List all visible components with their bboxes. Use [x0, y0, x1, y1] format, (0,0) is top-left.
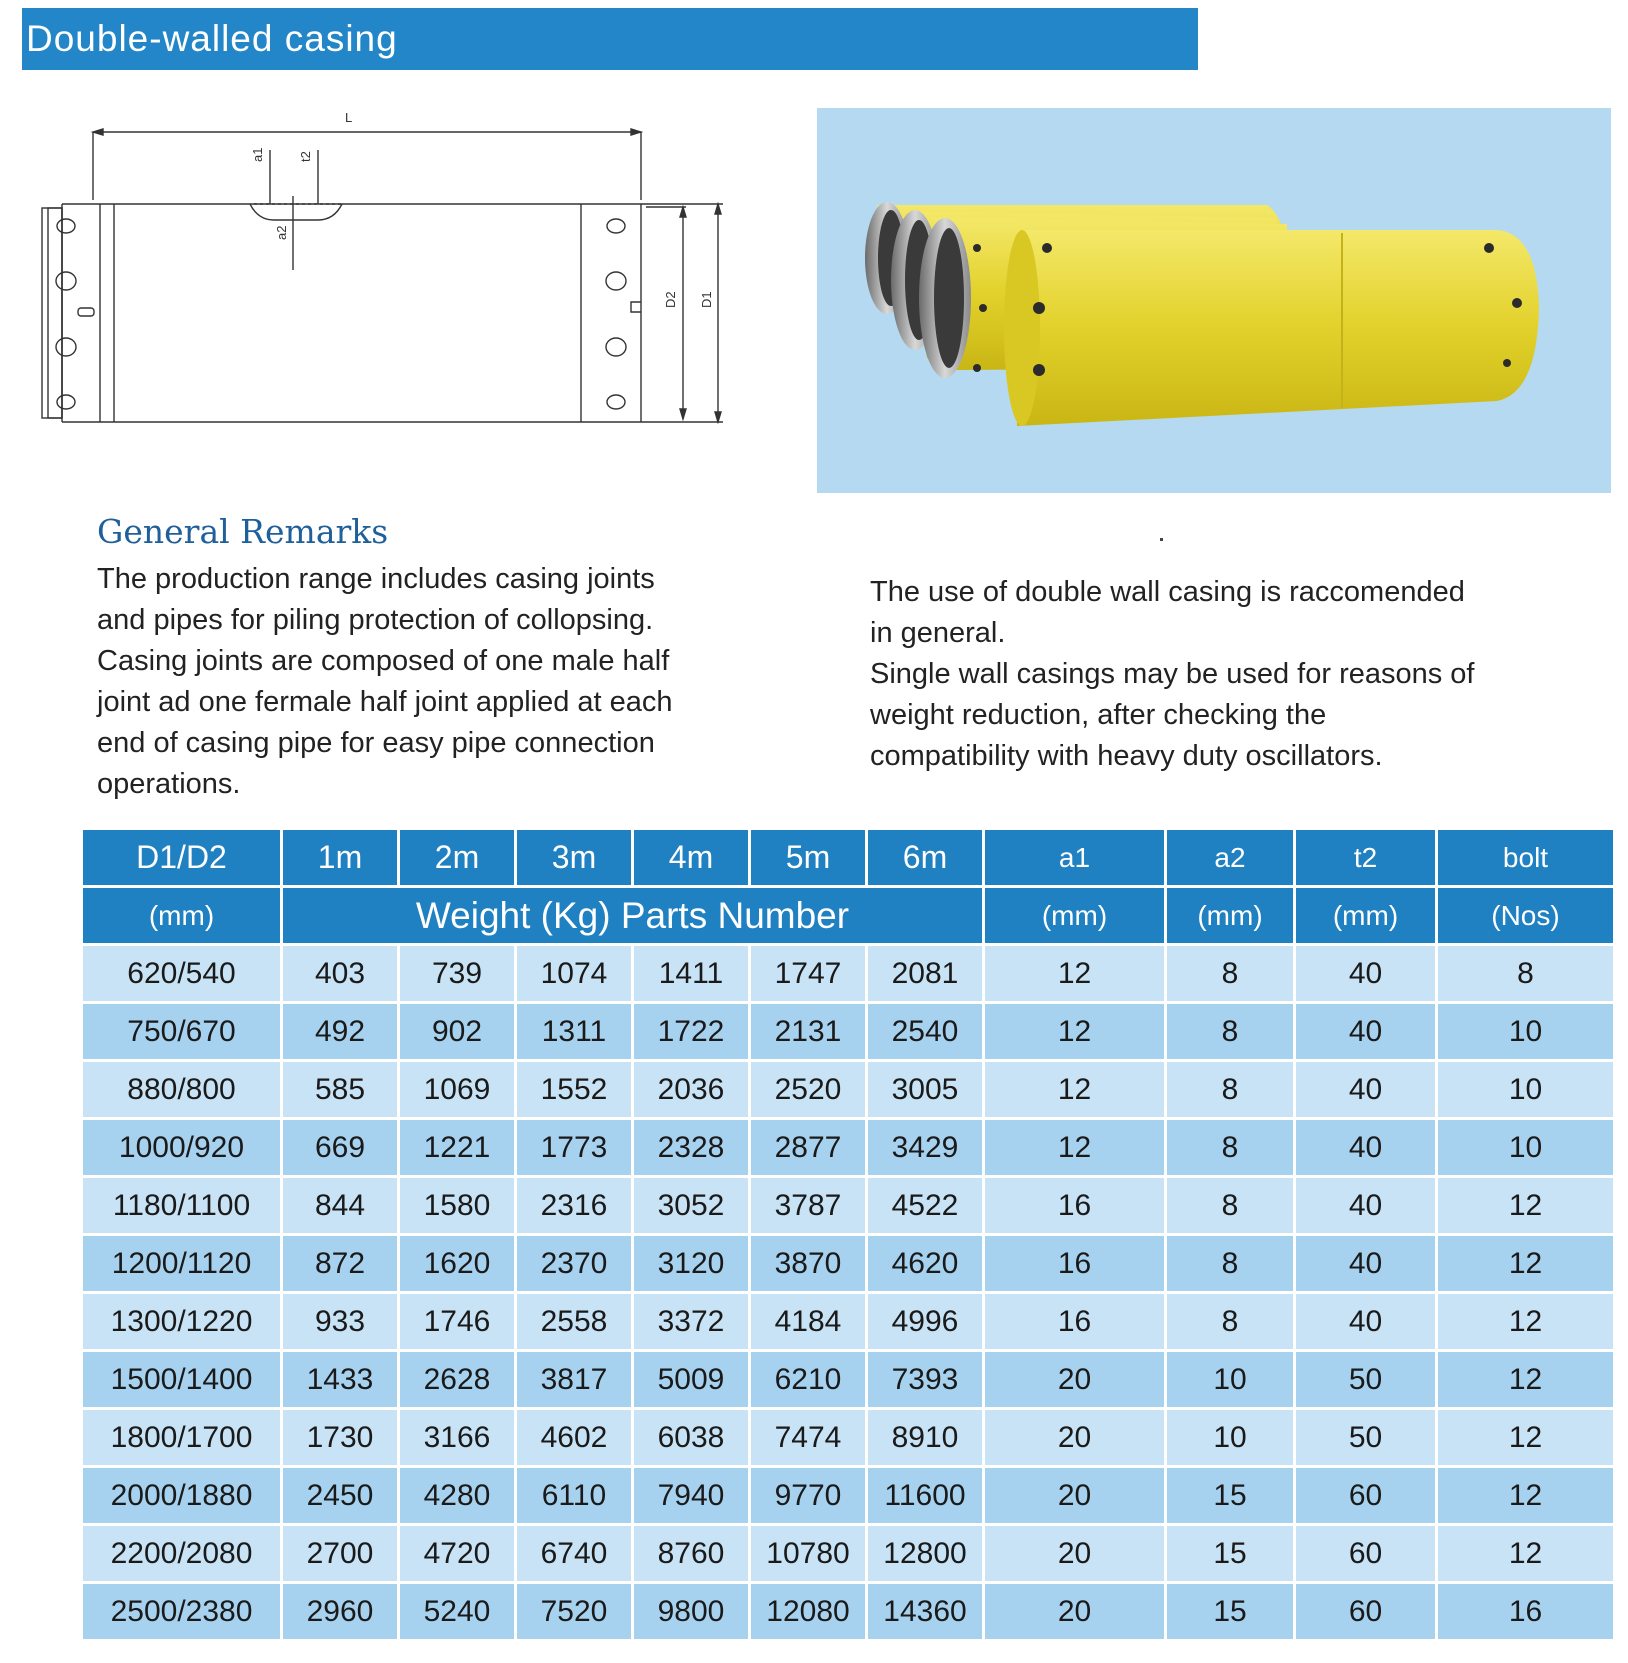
diameter-cell: 2000/1880: [82, 1467, 282, 1525]
casing-photo: [817, 108, 1611, 493]
table-cell: 585: [282, 1061, 399, 1119]
table-cell: 1221: [399, 1119, 516, 1177]
table-cell: 8: [1166, 1177, 1295, 1235]
remarks-right-line: weight reduction, after checking the: [870, 699, 1327, 731]
table-cell: 2450: [282, 1467, 399, 1525]
remarks-left-line: and pipes for piling protection of collopsing.: [97, 604, 654, 636]
table-row: [82, 1235, 1615, 1293]
diameter-cell: 750/670: [82, 1003, 282, 1061]
table-cell: 3870: [750, 1235, 867, 1293]
col-header-d1d2: D1/D2: [82, 829, 282, 887]
table-cell: 4522: [867, 1177, 984, 1235]
table-cell: 16: [1437, 1583, 1615, 1641]
diameter-cell: 880/800: [82, 1061, 282, 1119]
table-header-row: [82, 829, 1615, 887]
table-cell: 10: [1437, 1119, 1615, 1177]
casing-spec-table: [80, 827, 1616, 1642]
table-cell: 60: [1295, 1467, 1437, 1525]
remarks-right-line: Single wall casings may be used for reasons of: [870, 658, 1475, 690]
table-cell: 1722: [633, 1003, 750, 1061]
table-cell: 40: [1295, 1119, 1437, 1177]
table-cell: 3166: [399, 1409, 516, 1467]
table-cell: 9770: [750, 1467, 867, 1525]
table-cell: 2960: [282, 1583, 399, 1641]
table-cell: 669: [282, 1119, 399, 1177]
col-header-a1: a1: [984, 829, 1166, 887]
dim-label-t2: t2: [298, 151, 313, 162]
remarks-left-line: Casing joints are composed of one male half: [97, 645, 670, 677]
table-cell: 40: [1295, 1003, 1437, 1061]
remarks-left-line: joint ad one fermale half joint applied at each: [97, 686, 673, 718]
unit-d-mm: (mm): [82, 887, 282, 945]
col-header-3m: 3m: [516, 829, 633, 887]
table-cell: 8: [1166, 1003, 1295, 1061]
table-cell: 3120: [633, 1235, 750, 1293]
table-cell: 6038: [633, 1409, 750, 1467]
diameter-cell: 1800/1700: [82, 1409, 282, 1467]
table-cell: 1730: [282, 1409, 399, 1467]
table-row: [82, 945, 1615, 1003]
table-cell: 40: [1295, 1235, 1437, 1293]
table-cell: 1074: [516, 945, 633, 1003]
diameter-cell: 1180/1100: [82, 1177, 282, 1235]
table-cell: 2081: [867, 945, 984, 1003]
table-cell: 1773: [516, 1119, 633, 1177]
table-cell: 2540: [867, 1003, 984, 1061]
yellow-casing-illustration: [817, 108, 1611, 493]
table-row: [82, 1119, 1615, 1177]
table-row: [82, 1061, 1615, 1119]
table-cell: 8: [1166, 1061, 1295, 1119]
table-cell: 20: [984, 1467, 1166, 1525]
table-cell: 844: [282, 1177, 399, 1235]
dim-label-D1: D1: [699, 291, 714, 308]
table-cell: 60: [1295, 1525, 1437, 1583]
table-cell: 1311: [516, 1003, 633, 1061]
table-cell: 8: [1166, 1293, 1295, 1351]
table-cell: 1433: [282, 1351, 399, 1409]
col-header-4m: 4m: [633, 829, 750, 887]
table-cell: 16: [984, 1293, 1166, 1351]
table-cell: 5240: [399, 1583, 516, 1641]
table-cell: 16: [984, 1235, 1166, 1293]
table-cell: 4620: [867, 1235, 984, 1293]
table-row: [82, 1467, 1615, 1525]
table-cell: 8: [1166, 1235, 1295, 1293]
table-cell: 10: [1437, 1003, 1615, 1061]
table-cell: 2328: [633, 1119, 750, 1177]
col-header-6m: 6m: [867, 829, 984, 887]
table-cell: 12800: [867, 1525, 984, 1583]
table-cell: 2316: [516, 1177, 633, 1235]
table-cell: 3372: [633, 1293, 750, 1351]
col-header-2m: 2m: [399, 829, 516, 887]
table-cell: 12: [1437, 1293, 1615, 1351]
table-row: [82, 1583, 1615, 1641]
table-cell: 4184: [750, 1293, 867, 1351]
table-cell: 12: [1437, 1235, 1615, 1293]
remarks-right-line: compatibility with heavy duty oscillators.: [870, 740, 1383, 772]
table-cell: 6740: [516, 1525, 633, 1583]
diameter-cell: 1200/1120: [82, 1235, 282, 1293]
table-cell: 2131: [750, 1003, 867, 1061]
table-cell: 12: [1437, 1177, 1615, 1235]
table-cell: 872: [282, 1235, 399, 1293]
page-title: Double-walled casing: [26, 18, 398, 59]
table-cell: 20: [984, 1583, 1166, 1641]
table-row: [82, 1351, 1615, 1409]
table-cell: 3429: [867, 1119, 984, 1177]
col-header-5m: 5m: [750, 829, 867, 887]
dim-label-a2: a2: [274, 225, 289, 240]
table-cell: 2700: [282, 1525, 399, 1583]
table-cell: 7474: [750, 1409, 867, 1467]
diameter-cell: 1500/1400: [82, 1351, 282, 1409]
table-cell: 40: [1295, 945, 1437, 1003]
table-cell: 40: [1295, 1061, 1437, 1119]
table-cell: 1746: [399, 1293, 516, 1351]
table-cell: 40: [1295, 1177, 1437, 1235]
table-cell: 3052: [633, 1177, 750, 1235]
table-cell: 2877: [750, 1119, 867, 1177]
table-cell: 15: [1166, 1583, 1295, 1641]
table-cell: 2370: [516, 1235, 633, 1293]
table-cell: 10: [1437, 1061, 1615, 1119]
table-cell: 50: [1295, 1351, 1437, 1409]
table-cell: 1411: [633, 945, 750, 1003]
title-bar: [22, 8, 1198, 70]
table-cell: 10: [1166, 1409, 1295, 1467]
table-cell: 12: [984, 945, 1166, 1003]
dim-label-D2: D2: [663, 291, 678, 308]
diameter-cell: 1300/1220: [82, 1293, 282, 1351]
table-cell: 1620: [399, 1235, 516, 1293]
table-cell: 40: [1295, 1293, 1437, 1351]
table-row: [82, 1177, 1615, 1235]
table-cell: 11600: [867, 1467, 984, 1525]
table-cell: 933: [282, 1293, 399, 1351]
table-cell: 6210: [750, 1351, 867, 1409]
remarks-left-line: operations.: [97, 768, 241, 800]
table-cell: 12: [984, 1119, 1166, 1177]
table-cell: 6110: [516, 1467, 633, 1525]
col-header-1m: 1m: [282, 829, 399, 887]
unit-t2-mm: (mm): [1295, 887, 1437, 945]
diameter-cell: 1000/920: [82, 1119, 282, 1177]
col-header-bolt: bolt: [1437, 829, 1615, 887]
remarks-heading: General Remarks: [97, 512, 389, 551]
table-cell: 14360: [867, 1583, 984, 1641]
table-cell: 12: [1437, 1467, 1615, 1525]
table-cell: 12: [1437, 1351, 1615, 1409]
diameter-cell: 2200/2080: [82, 1525, 282, 1583]
weight-parts-number-label: Weight (Kg) Parts Number: [282, 887, 984, 945]
table-cell: 492: [282, 1003, 399, 1061]
table-cell: 50: [1295, 1409, 1437, 1467]
table-cell: 1552: [516, 1061, 633, 1119]
diameter-cell: 620/540: [82, 945, 282, 1003]
table-cell: 20: [984, 1351, 1166, 1409]
table-cell: 8: [1166, 945, 1295, 1003]
diameter-cell: 2500/2380: [82, 1583, 282, 1641]
table-cell: 4720: [399, 1525, 516, 1583]
table-cell: 8: [1437, 945, 1615, 1003]
table-cell: 739: [399, 945, 516, 1003]
table-row: [82, 1525, 1615, 1583]
table-cell: 3817: [516, 1351, 633, 1409]
table-cell: 1580: [399, 1177, 516, 1235]
table-cell: 1747: [750, 945, 867, 1003]
table-cell: 15: [1166, 1525, 1295, 1583]
table-cell: 7520: [516, 1583, 633, 1641]
table-cell: 8760: [633, 1525, 750, 1583]
table-cell: 3787: [750, 1177, 867, 1235]
table-cell: 16: [984, 1177, 1166, 1235]
remarks-left-line: The production range includes casing joints: [97, 563, 655, 595]
col-header-a2: a2: [1166, 829, 1295, 887]
table-body: [82, 945, 1615, 1641]
table-cell: 902: [399, 1003, 516, 1061]
table-cell: 10780: [750, 1525, 867, 1583]
table-cell: 12: [1437, 1525, 1615, 1583]
stray-mark: [1160, 538, 1163, 541]
table-cell: 12: [984, 1003, 1166, 1061]
table-row: [82, 1293, 1615, 1351]
dim-label-a1: a1: [250, 147, 265, 162]
table-cell: 5009: [633, 1351, 750, 1409]
remarks-right-line: The use of double wall casing is raccomended: [870, 576, 1465, 608]
table-cell: 8910: [867, 1409, 984, 1467]
table-cell: 7940: [633, 1467, 750, 1525]
dim-label-L: L: [345, 110, 353, 125]
table-cell: 4996: [867, 1293, 984, 1351]
table-cell: 15: [1166, 1467, 1295, 1525]
table-cell: 7393: [867, 1351, 984, 1409]
table-cell: 403: [282, 945, 399, 1003]
table-cell: 10: [1166, 1351, 1295, 1409]
remarks-right-line: in general.: [870, 617, 1006, 649]
table-cell: 2520: [750, 1061, 867, 1119]
col-header-t2: t2: [1295, 829, 1437, 887]
table-cell: 4280: [399, 1467, 516, 1525]
table-cell: 2558: [516, 1293, 633, 1351]
unit-a2-mm: (mm): [1166, 887, 1295, 945]
remarks-left-text: [97, 559, 777, 805]
remarks-left-line: end of casing pipe for easy pipe connection: [97, 727, 655, 759]
table-cell: 20: [984, 1525, 1166, 1583]
table-cell: 12: [1437, 1409, 1615, 1467]
table-row: [82, 1409, 1615, 1467]
table-cell: 12: [984, 1061, 1166, 1119]
table-cell: 1069: [399, 1061, 516, 1119]
remarks-right-text: [870, 572, 1590, 777]
table-row: [82, 1003, 1615, 1061]
table-subheader-row: [82, 887, 1615, 945]
table-cell: 2628: [399, 1351, 516, 1409]
table-cell: 20: [984, 1409, 1166, 1467]
casing-technical-drawing: [38, 110, 738, 440]
table-cell: 4602: [516, 1409, 633, 1467]
table-cell: 2036: [633, 1061, 750, 1119]
unit-bolt-nos: (Nos): [1437, 887, 1615, 945]
table-cell: 3005: [867, 1061, 984, 1119]
table-cell: 9800: [633, 1583, 750, 1641]
table-cell: 60: [1295, 1583, 1437, 1641]
table-cell: 12080: [750, 1583, 867, 1641]
table-cell: 8: [1166, 1119, 1295, 1177]
unit-a1-mm: (mm): [984, 887, 1166, 945]
